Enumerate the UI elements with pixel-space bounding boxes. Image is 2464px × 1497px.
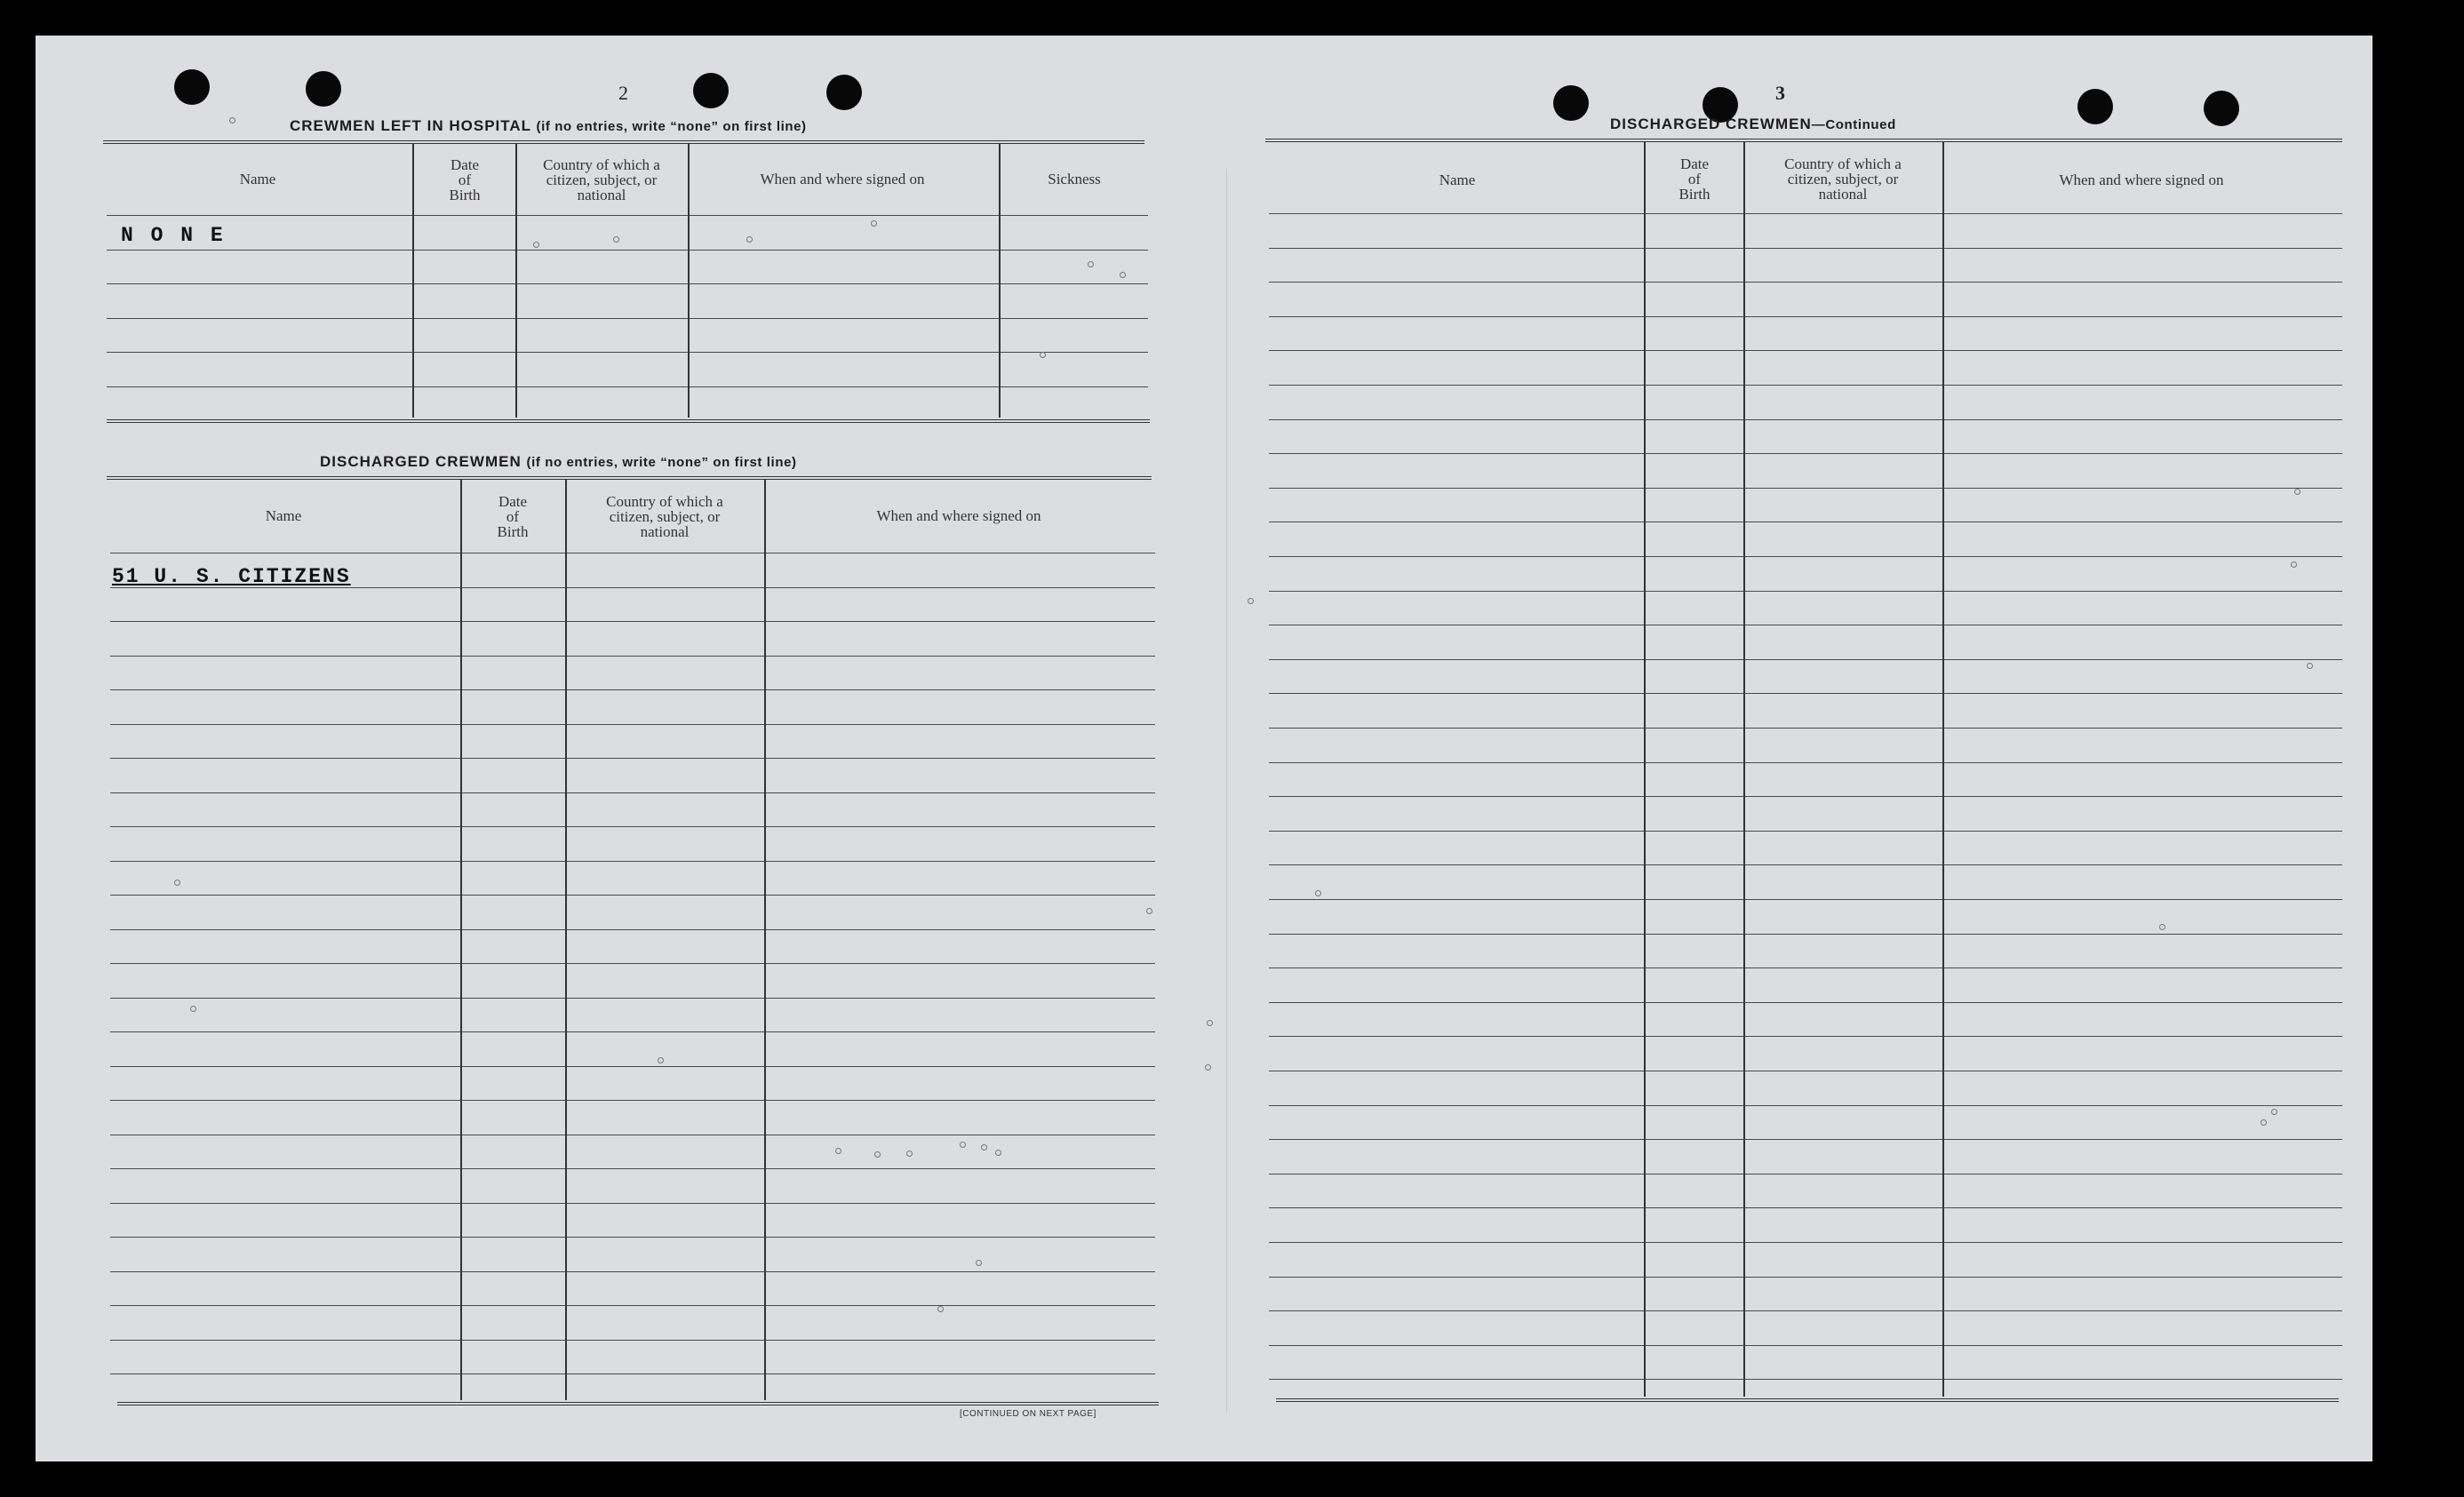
discharged-table-top-rule [107, 476, 1152, 480]
ruled-line [1269, 1105, 2342, 1106]
hospital-col-signed: When and where signed on [760, 171, 925, 187]
hospital-table-top-rule [103, 140, 1144, 144]
hospital-col-country: Country of which a citizen, subject, or national [543, 156, 660, 203]
hospital-section-instruction: (if no entries, write “none” on first line) [536, 119, 807, 134]
right-col-country: Country of which a citizen, subject, or national [1784, 155, 1902, 203]
paper-speck [174, 880, 180, 886]
hospital-col-name: Name [239, 171, 276, 187]
ruled-line [1269, 659, 2342, 660]
ruled-line [1269, 1036, 2342, 1037]
ruled-line [110, 998, 1155, 999]
paper-speck [229, 117, 235, 123]
punch-hole-icon [826, 75, 862, 110]
hospital-col-sickness: Sickness [1048, 171, 1101, 187]
paper-speck [1146, 908, 1152, 914]
punch-hole-icon [1553, 85, 1589, 121]
ruled-line [107, 318, 1148, 319]
ruled-line [1269, 1139, 2342, 1140]
ruled-line [107, 250, 1148, 251]
paper-speck [1120, 272, 1126, 278]
ruled-line [107, 283, 1148, 284]
ruled-line [110, 689, 1155, 690]
ruled-line [110, 929, 1155, 930]
hospital-col-divider [999, 144, 1001, 418]
hospital-section-title [290, 117, 807, 135]
ruled-line [110, 1340, 1155, 1341]
right-table-top-rule [1265, 139, 2342, 142]
ruled-line [1269, 1345, 2342, 1346]
paper-speck [995, 1150, 1001, 1156]
paper-speck [2261, 1119, 2267, 1126]
ruled-line [1269, 350, 2342, 351]
ruled-line [1269, 419, 2342, 420]
paper-speck [906, 1151, 913, 1157]
manifest-sheet [36, 36, 2372, 1461]
discharged-section-title [320, 453, 797, 471]
ruled-line [110, 792, 1155, 793]
ruled-line [110, 861, 1155, 862]
ruled-line [1269, 385, 2342, 386]
paper-speck [1207, 1020, 1213, 1026]
ruled-line [110, 1168, 1155, 1169]
hospital-col-divider [515, 144, 517, 418]
hospital-col-divider [412, 144, 414, 418]
ruled-line [1269, 1310, 2342, 1311]
discharged-section-instruction: (if no entries, write “none” on first line) [526, 455, 797, 470]
ruled-line [1269, 1207, 2342, 1208]
paper-speck [960, 1142, 966, 1148]
ruled-line [110, 1271, 1155, 1272]
discharged-section-title-text: DISCHARGED CREWMEN [320, 453, 522, 470]
ruled-line [1269, 453, 2342, 454]
ruled-line [1269, 762, 2342, 763]
ruled-line [110, 1031, 1155, 1032]
right-col-divider [1942, 142, 1944, 1397]
ruled-line [1269, 796, 2342, 797]
paper-speck [2291, 561, 2297, 568]
ruled-line [1269, 967, 2342, 968]
discharged-col-divider [565, 480, 567, 1400]
ruled-line [1269, 213, 2342, 214]
ruled-line [1269, 316, 2342, 317]
ruled-line [1269, 1174, 2342, 1175]
ruled-line [1269, 864, 2342, 865]
paper-speck [871, 220, 877, 227]
paper-speck [190, 1006, 196, 1012]
paper-speck [658, 1057, 664, 1063]
paper-speck [533, 242, 539, 248]
punch-hole-icon [2077, 89, 2113, 124]
right-col-divider [1743, 142, 1745, 1397]
ruled-line [110, 1066, 1155, 1067]
ruled-line [1269, 591, 2342, 592]
ruled-line [107, 352, 1148, 353]
ruled-line [110, 1203, 1155, 1204]
hospital-entry-none: N O N E [121, 224, 226, 247]
ruled-line [107, 215, 1148, 216]
paper-speck [2307, 663, 2313, 669]
discharged-table-bottom-rule [117, 1402, 1159, 1405]
hospital-col-dob: Date of Birth [449, 156, 481, 203]
ruled-line [1269, 1277, 2342, 1278]
page-number-left: 2 [618, 82, 628, 104]
ruled-line [1269, 488, 2342, 489]
discharged-continued-suffix: —Continued [1811, 117, 1896, 132]
ruled-line [1269, 728, 2342, 729]
ruled-line [110, 826, 1155, 827]
paper-speck [613, 236, 619, 243]
right-table-bottom-rule [1276, 1398, 2339, 1402]
page-gutter [1226, 169, 1227, 1413]
ruled-line [1269, 693, 2342, 694]
ruled-line [1269, 831, 2342, 832]
ruled-line [110, 963, 1155, 964]
ruled-line [1269, 248, 2342, 249]
discharged-col-name: Name [265, 507, 302, 524]
discharged-col-divider [764, 480, 766, 1400]
discharged-col-country: Country of which a citizen, subject, or national [606, 493, 723, 540]
paper-speck [976, 1260, 982, 1266]
right-col-name: Name [1439, 171, 1476, 188]
paper-speck [2159, 924, 2165, 930]
ruled-line [110, 656, 1155, 657]
ruled-line [1269, 1002, 2342, 1003]
paper-speck [937, 1306, 944, 1312]
page-number-right: 3 [1775, 82, 1785, 104]
punch-hole-icon [174, 69, 210, 105]
ruled-line [110, 621, 1155, 622]
ruled-line [1269, 934, 2342, 935]
paper-speck [1315, 890, 1321, 896]
paper-speck [874, 1151, 881, 1158]
paper-speck [981, 1144, 987, 1151]
ruled-line [110, 1305, 1155, 1306]
paper-speck [2271, 1109, 2277, 1115]
ruled-line [110, 1100, 1155, 1101]
hospital-section-title-text: CREWMEN LEFT IN HOSPITAL [290, 117, 531, 134]
ruled-line [1269, 899, 2342, 900]
paper-speck [1248, 598, 1254, 604]
ruled-line [107, 386, 1148, 387]
discharged-continued-title [1610, 115, 1896, 133]
ruled-line [110, 724, 1155, 725]
paper-speck [1205, 1064, 1211, 1071]
continued-note: [CONTINUED ON NEXT PAGE] [960, 1409, 1096, 1419]
ruled-line [1269, 282, 2342, 283]
discharged-entry: 51 U. S. CITIZENS [112, 565, 351, 588]
hospital-table-bottom-rule [107, 419, 1150, 423]
ruled-line [1269, 1379, 2342, 1380]
paper-speck [1088, 261, 1094, 267]
paper-speck [835, 1148, 841, 1154]
ruled-line [110, 895, 1155, 896]
discharged-col-divider [460, 480, 462, 1400]
right-col-divider [1644, 142, 1646, 1397]
discharged-col-dob: Date of Birth [497, 493, 529, 540]
ruled-line [110, 1237, 1155, 1238]
discharged-continued-title-text: DISCHARGED CREWMEN [1610, 115, 1812, 132]
right-col-signed: When and where signed on [2059, 171, 2224, 188]
hospital-col-divider [688, 144, 690, 418]
punch-hole-icon [306, 71, 341, 107]
discharged-col-signed: When and where signed on [876, 507, 1041, 524]
paper-speck [746, 236, 753, 243]
punch-hole-icon [693, 73, 729, 108]
paper-speck [1040, 352, 1046, 358]
right-col-dob: Date of Birth [1679, 155, 1710, 203]
paper-speck [2294, 489, 2301, 495]
punch-hole-icon [2204, 91, 2239, 126]
ruled-line [1269, 1242, 2342, 1243]
ruled-line [110, 758, 1155, 759]
ruled-line [1269, 556, 2342, 557]
